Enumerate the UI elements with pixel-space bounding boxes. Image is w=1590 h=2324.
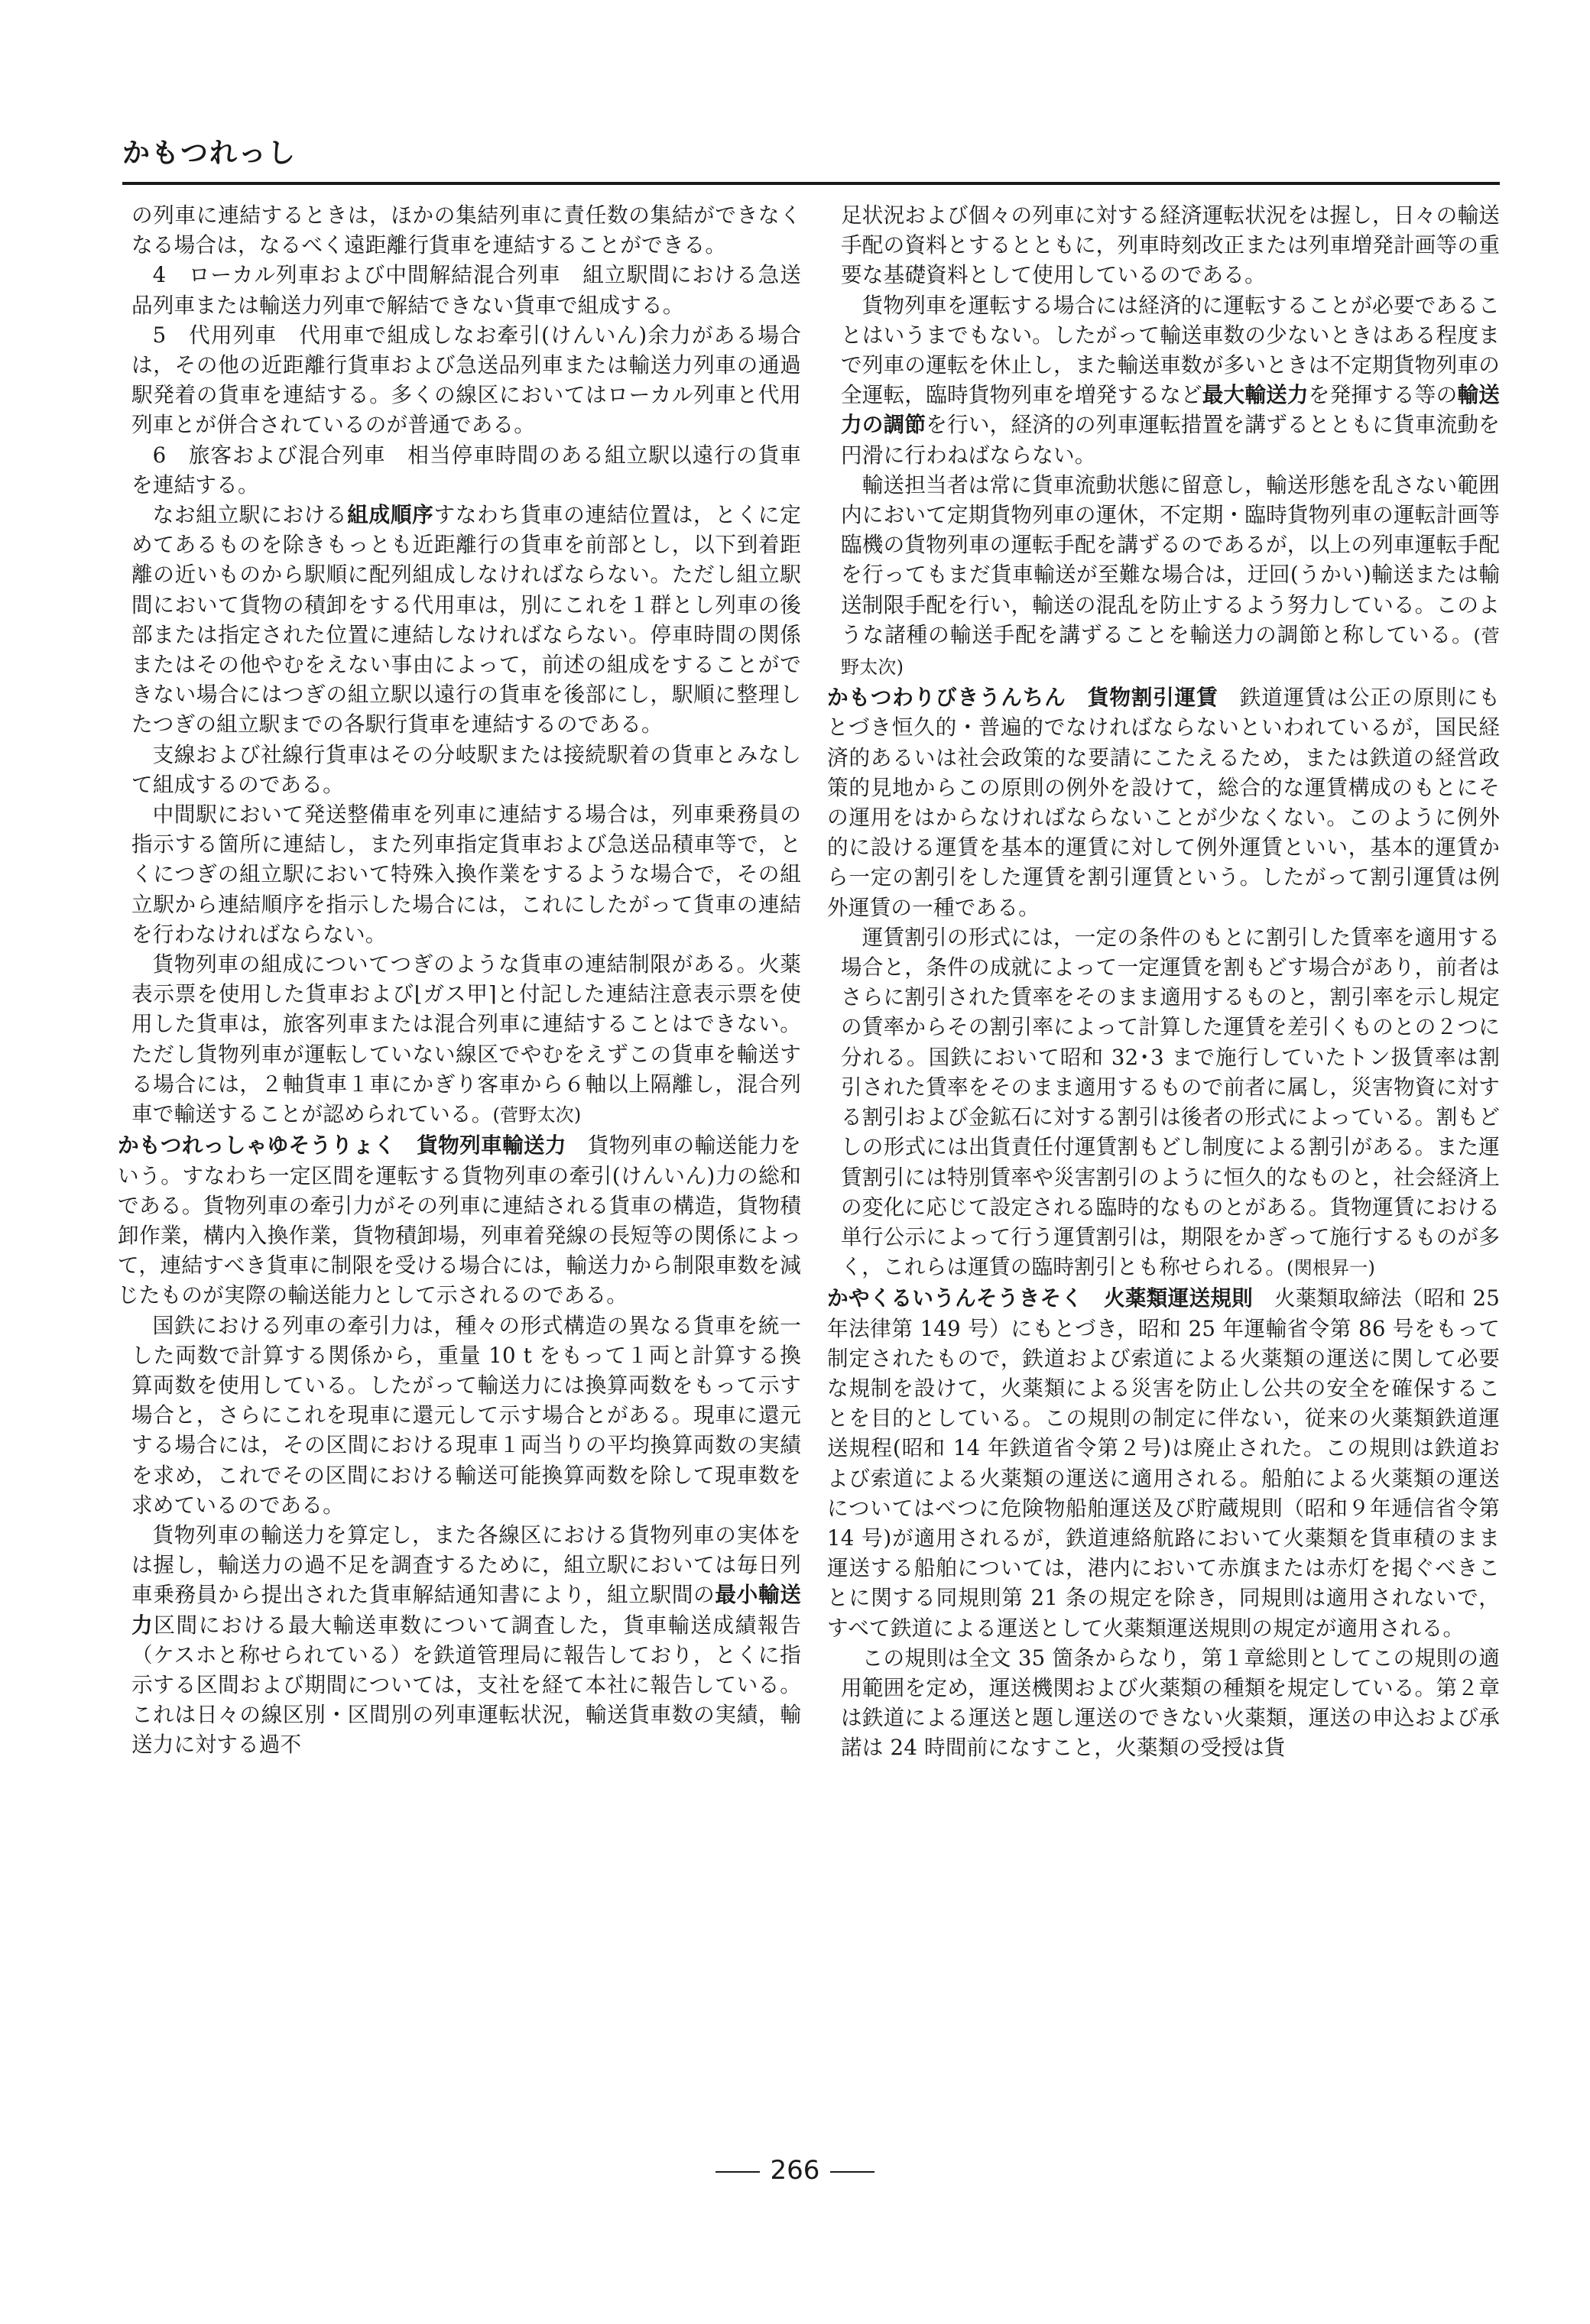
folio-dash-right: [830, 2171, 874, 2173]
body-text: 区間における最大輸送車数について調査した，貨車輸送成績報告（ケスホと称せられている）を鉄道管理局に報告しており，とくに指示する区間および期間については，支社を経て本社に報告している。これは日々の線区別・区間別の列車運転状況，輸送貨車数の実績，輸送力に対する過不: [131, 1612, 801, 1758]
paragraph: [841, 290, 1500, 470]
paragraph: [841, 470, 1500, 682]
body-text: 4 ローカル列車および中間解結混合列車 組立駅間における急送品列車または輸送力列車で解結できない貨車で組成する。: [131, 262, 801, 318]
author-credit: (菅野太次): [492, 1104, 582, 1126]
dictionary-entry: [827, 682, 1500, 922]
header-rule: [122, 182, 1500, 185]
body-text: すなわち貨車の連結位置は，とくに定めてあるものを除きもっとも近距離行の貨車を前部とし，以下到着距離の近いものから駅順に配列組成しなければならない。ただし組立駅間において貨物の積卸をする代用車は，別にこれを１群とし列車の後部または指定された位置に連結しなければならない。停車時間の関係またはその他やむをえない事由によって，前述の組成をすることができない場合にはつぎの組立駅以遠行の貨車を後部にし，駅順に整理したつぎの組立駅までの各駅行貨車を連結するのである。: [131, 502, 802, 737]
paragraph: [131, 799, 801, 949]
body-text: なお組立駅における: [152, 502, 348, 528]
author-credit: (関根昇一): [1287, 1257, 1376, 1279]
paragraph: [131, 320, 801, 440]
body-text: を行い，経済的の列車運転措置を講ずるとともに貨車流動を円滑に行わねばならない。: [841, 412, 1500, 468]
body-text: 足状況および個々の列車に対する経済運転状況をは握し，日々の輸送手配の資料とするとともに，列車時刻改正または列車増発計画等の重要な基礎資料として使用しているのである。: [841, 203, 1500, 288]
paragraph: [131, 500, 801, 740]
body-text: 貨物列車を運転する場合には経済的に運転することが必要であることはいうまでもない。したがって輸送車数の少ないときはある程度まで列車の運転を休止し，また輸送車数が多いときは不定期貨物列車の全運転，臨時貨物列車を増発するなど: [841, 292, 1500, 408]
entry-headword-kana: かもつれっしゃゆそうりょく: [118, 1133, 396, 1159]
paragraph: [841, 922, 1500, 1283]
right-column: [827, 200, 1501, 1763]
body-text: 国鉄における列車の牽引力は，種々の形式構造の異なる貨車を統一した両数で計算する関係から，重量 10 t をもって１両と計算する換算両数を使用している。したがって輸送力には換算両数をもって示す場合と，さらにこれを現車に還元して示す場合とがある。現車に還元する場合には，その区間における現車１両当りの平均換算両数の実績を求め，これでその区間における輸送可能換算両数を除して現車数を求めているのである。: [131, 1312, 801, 1518]
entry-term: 火薬類運送規則: [1104, 1285, 1253, 1311]
body-text: を発揮する等の: [1308, 382, 1458, 408]
paragraph: [131, 1311, 801, 1520]
body-text: 貨物列車の輸送力を算定し，また各線区における貨物列車の実体をは握し，輸送力の過不足を調査するために，組立駅においては毎日列車乗務員から提出された貨車解結通知書により，組立駅間の: [131, 1522, 801, 1608]
body-text: 中間駅において発送整備車を列車に連結する場合は，列車乗務員の指示する箇所に連結し，また列車指定貨車および急送品積車等で，とくにつぎの組立駅において特殊入換作業をするような場合で，その組立駅から連結順序を指示した場合には，これにしたがって貨車の連結を行わなければならない。: [131, 802, 801, 947]
body-text: 運賃割引の形式には，一定の条件のもとに割引した賃率を適用する場合と，条件の成就によって一定運賃を割もどす場合があり，前者はさらに割引された賃率をそのまま適用するものと，割引率を示し規定の賃率からその割引率によって計算した運賃を差引くものとの２つに分れる。国鉄において昭和 32･3 まで施行していたトン扱賃率は割引された賃率をそのまま適用するもので前者に属し，災害物資に対する割引および金鉱石に対する割引は後者の形式によっている。割もどしの形式には出貨責任付運賃割もどし制度による割引がある。また運賃割引には特別賃率や災害割引のように恒久的なものと，社会経済上の変化に応じて設定される臨時的なものとがある。貨物運賃における単行公示によって行う運賃割引は，期限をかぎって施行するものが多く，これらは運賃の臨時割引とも称せられる。: [841, 924, 1501, 1280]
paragraph: [131, 440, 801, 500]
body-text: 5 代用列車 代用車で組成しなお牽引(けんいん)余力がある場合は，その他の近距離行貨車および急送品列車または輸送力列車の通過駅発着の貨車を連結する。多くの線区においてはローカル列車と代用列車とが併合されているのが普通である。: [131, 322, 801, 438]
emphasized-term: 組成順序: [347, 502, 434, 528]
left-column: [118, 200, 802, 1760]
emphasized-term: 輸送力の調節: [841, 382, 1500, 438]
paragraph: [841, 1643, 1500, 1763]
paragraph-continued: [841, 200, 1500, 290]
entry-headword-kana: かもつわりびきうんちん: [827, 685, 1066, 711]
body-text: 6 旅客および混合列車 相当停車時間のある組立駅以遠行の貨車を連結する。: [131, 442, 801, 498]
body-text: 火薬類取締法（昭和 25 年法律第 149 号）にもとづき，昭和 25 年運輸省令第 86 号をもって制定されたもので，鉄道および索道による火薬類の運送に関して必要な規制を設けて，火薬類による災害を防止し公共の安全を確保することを目的としている。この規則の制定に伴ない，従来の火薬類鉄道運送規程(昭和 14 年鉄道省令第２号)は廃止された。この規則は鉄道および索道による火薬類の運送に適用される。船舶による火薬類の運送についてはべつに危険物船舶運送及び貯蔵規則（昭和９年逓信省令第 14 号)が適用されるが，鉄道連絡航路において火薬類を貨車積のまま運送する船舶については，港内において赤旗または赤灯を掲ぐべきことに関する同規則第 21 条の規定を除き，同規則は適用されないで，すべて鉄道による運送として火薬類運送規則の規定が適用される。: [827, 1285, 1501, 1641]
author-credit: (菅野太次): [841, 624, 1501, 679]
page-number-text: 266: [770, 2155, 820, 2186]
body-text: 支線および社線行貨車はその分岐駅または接続駅着の貨車とみなして組成するのである。: [131, 741, 801, 797]
emphasized-term: 最小輸送力: [131, 1582, 801, 1638]
paragraph-continued: [131, 200, 801, 260]
body-text: の列車に連結するときは，ほかの集結列車に責任数の集結ができなくなる場合は，なるべく遠距離行貨車を連結することができる。: [131, 203, 801, 258]
body-text: 貨物列車の組成についてつぎのような貨車の連結制限がある。火薬表示票を使用した貨車および⌊ガス甲⌉と付記した連結注意表示票を使用した貨車は，旅客列車または混合列車に連結することはできない。ただし貨物列車が運転していない線区でやむをえずこの貨車を輸送する場合には，２軸貨車１車にかぎり客車から６軸以上隔離し，混合列車で輸送することが認められている。: [131, 951, 802, 1127]
emphasized-term: 最大輸送力: [1202, 382, 1309, 408]
paragraph: [131, 949, 801, 1130]
paragraph: [131, 260, 801, 319]
entry-headword-kana: かやくるいうんそうきそく: [827, 1285, 1083, 1311]
body-text: この規則は全文 35 箇条からなり，第１章総則としてこの規則の適用範囲を定め，運送機関および火薬類の種類を規定している。第２章は鉄道による運送と題し運送のできない火薬類，運送の申込および承諾は 24 時間前になすこと，火薬類の受授は貨: [841, 1645, 1501, 1761]
body-text: 貨物列車の輸送能力をいう。すなわち一定区間を運転する貨物列車の牽引(けんいん)力の総和である。貨物列車の牽引力がその列車に連結される貨車の構造，貨物積卸作業，構内入換作業，貨物積卸場，列車着発線の長短等の関係によって，連結すべき貨車に制限を受ける場合には，輸送力から制限車数を減じたものが実際の輸送能力として示されるのである。: [118, 1133, 801, 1308]
running-head: かもつれっし: [122, 138, 297, 169]
paragraph: [131, 740, 801, 799]
body-text: 鉄道運賃は公正の原則にもとづき恒久的・普遍的でなければならないといわれているが，国民経済的あるいは社会政策的な要請にこたえるため，または鉄道の経営政策的見地からこの原則の例外を設けて，総合的な運賃構成のもとにその運用をはからなければならないことが少なくない。このように例外的に設ける運賃を基本的運賃に対して例外運賃といい，基本的運賃から一定の割引をした運賃を割引運賃という。したがって割引運賃は例外運賃の一種である。: [827, 685, 1501, 920]
page-number: [0, 2155, 1590, 2186]
entry-term: 貨物列車輸送力: [417, 1133, 566, 1159]
paragraph: [131, 1520, 801, 1760]
dictionary-entry: [118, 1130, 801, 1310]
folio-dash-left: [716, 2171, 760, 2173]
body-text: 輸送担当者は常に貨車流動状態に留意し，輸送形態を乱さない範囲内において定期貨物列車の運休，不定期・臨時貨物列車の運転計画等臨機の貨物列車の運転手配を講ずるのであるが，以上の列車運転手配を行ってもまだ貨車輸送が至難な場合は，迂回(うかい)輸送または輸送制限手配を行い，輸送の混乱を防止するよう努力している。このような諸種の輸送手配を講ずることを輸送力の調節と称している。: [841, 472, 1501, 647]
entry-term: 貨物割引運賃: [1087, 685, 1218, 711]
dictionary-entry: [827, 1283, 1500, 1642]
